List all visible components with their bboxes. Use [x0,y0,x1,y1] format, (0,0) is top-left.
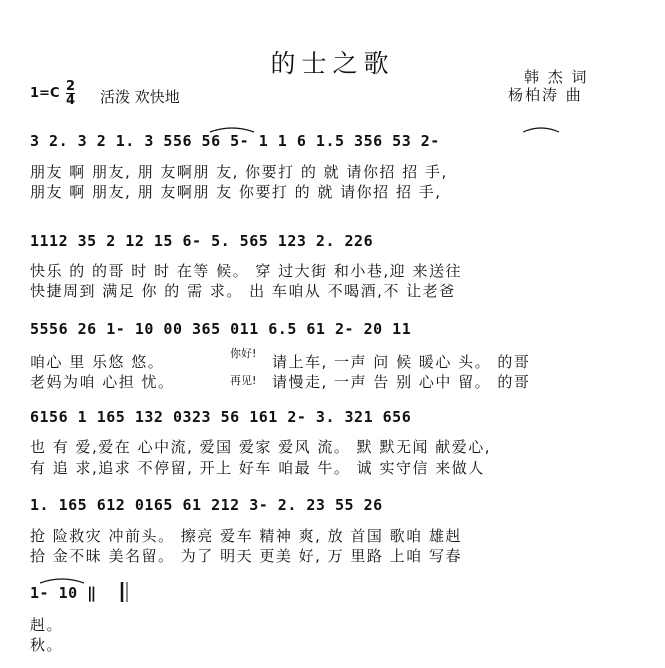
lyric-line-6a: 赳。 [30,616,64,634]
lyric-line-4a: 也 有 爱,爱在 心中流, 爱国 爱家 爱风 流。 默 默无闻 献爱心, [30,438,491,456]
lyric-line-3b: 老妈为咱 心担 忧。 [30,373,175,391]
slur-3 [40,579,84,583]
lyric-line-1a: 朋友 啊 朋友, 朋 友啊朋 友, 你要打 的 就 请你招 招 手, [30,163,448,181]
time-sig-top: 2 [66,79,76,94]
lyric-line-3b-cont: 请慢走, 一声 告 别 心中 留。 的哥 [272,373,531,391]
lyric-line-3a: 咱心 里 乐悠 悠。 [30,353,165,371]
key-label: 1=C [30,86,60,101]
time-sig-bottom: 4 [66,93,76,108]
lyric-line-6b: 秋。 [30,636,64,654]
notation-line-2: 1112 35 2 12 15 6- 5. 565 123 2. 226 [30,232,374,250]
slur-2 [523,128,559,132]
lyric-line-1b: 朋友 啊 朋友, 朋 友啊朋 友 你要打 的 就 请你招 招 手, [30,183,442,201]
lyricist-credit: 韩 杰 词 [524,68,589,86]
lyric-line-2b: 快捷周到 满足 你 的 需 求。 出 车咱从 不喝酒,不 让老爸 [30,282,456,300]
notation-line-6: 1- 10 ‖ [30,584,97,602]
lyric-line-5b: 拾 金不昧 美名留。 为了 明天 更美 好, 万 里路 上咱 写春 [30,547,462,565]
spoken-word-2: 再见! [230,374,257,387]
notation-line-3: 5556 26 1- 10 00 365 011 6.5 61 2- 20 11 [30,320,412,338]
composer-credit: 杨柏涛 曲 [508,86,583,104]
tempo-mark: 活泼 欢快地 [100,88,180,106]
lyric-line-3a-cont: 请上车, 一声 问 候 暖心 头。 的哥 [272,353,531,371]
notation-line-1: 3 2. 3 2 1. 3 556 56 5- 1 1 6 1.5 356 53 2- [30,132,440,150]
lyric-line-2a: 快乐 的 的哥 时 时 在等 候。 穿 过大街 和小巷,迎 来送往 [30,262,462,280]
song-title: 的士之歌 [270,49,395,78]
lyric-line-4b: 有 追 求,追求 不停留, 开上 好车 咱最 牛。 诚 实守信 来做人 [30,459,485,477]
key-signature [30,80,75,107]
lyric-line-5a: 抢 险救灾 冲前头。 擦亮 爱车 精神 爽, 放 首国 歌咱 雄赳 [30,527,462,545]
time-signature [66,80,75,107]
notation-line-5: 1. 165 612 0165 61 212 3- 2. 23 55 26 [30,496,383,514]
notation-line-4: 6156 1 165 132 0323 56 161 2- 3. 321 656 [30,408,412,426]
spoken-word-1: 你好! [230,347,257,360]
